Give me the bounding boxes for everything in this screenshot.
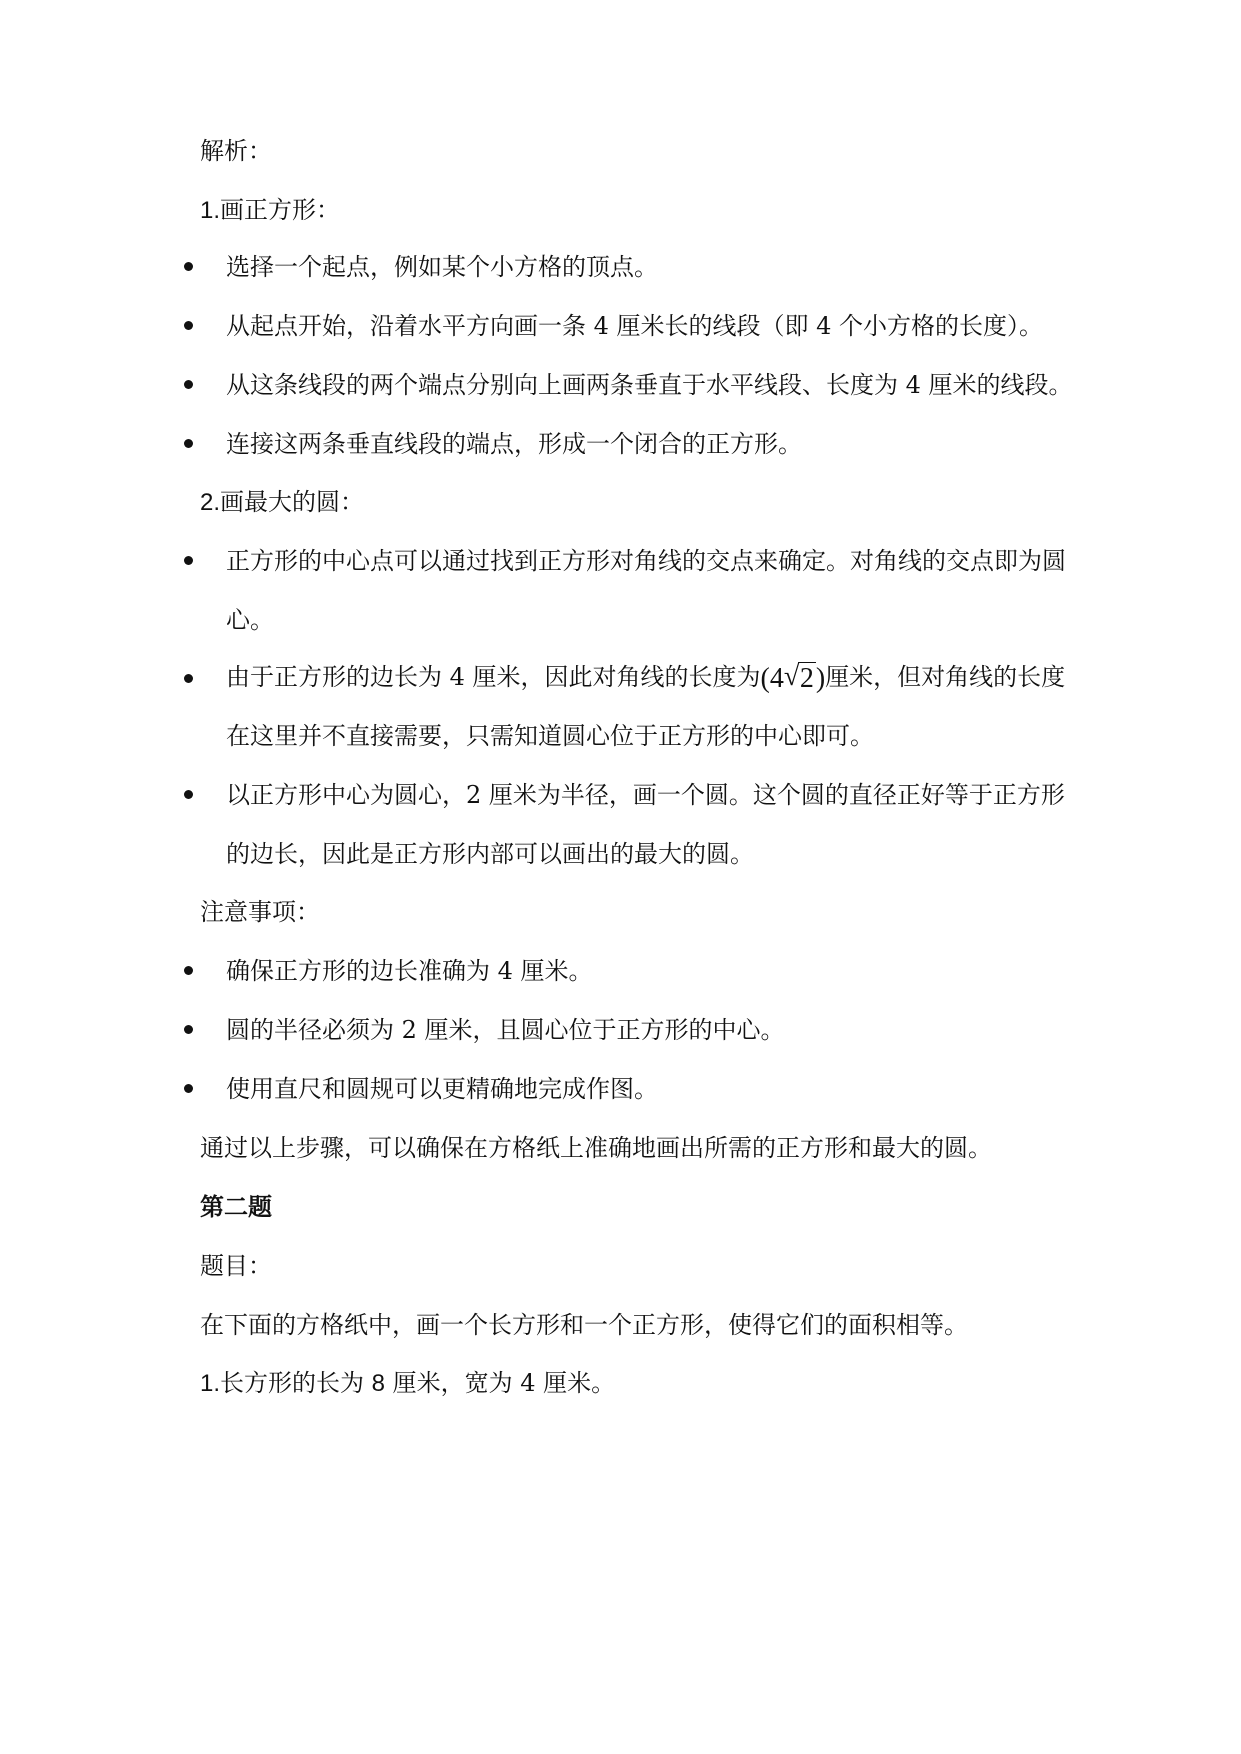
step2-bullet-3-line1: 以正方形中心为圆心，2 厘米为半径，画一个圆。这个圆的直径正好等于正方形	[226, 781, 1065, 809]
item1-length: 8	[371, 1370, 386, 1397]
step2-title	[200, 485, 364, 520]
bullet-icon	[184, 262, 193, 271]
section2-title: 第二题	[200, 1192, 272, 1221]
bullet-icon	[184, 556, 193, 565]
step1-title-text: 画正方形：	[220, 196, 341, 224]
diagonal-formula	[761, 662, 826, 696]
step2-bullet-1-line1: 正方形的中心点可以通过找到正方形对角线的交点来确定。对角线的交点即为圆	[226, 547, 1066, 575]
diagonal-text-pre: 由于正方形的边长为 4 厘米，因此对角线的长度为	[226, 663, 761, 691]
step1-bullet-2: 从起点开始，沿着水平方向画一条 4 厘米长的线段（即 4 个小方格的长度）。	[226, 312, 1044, 340]
radical-sign: √	[783, 661, 800, 692]
note-bullet-3: 使用直尺和圆规可以更精确地完成作图。	[226, 1075, 658, 1103]
question-item-1	[200, 1366, 615, 1401]
diagonal-text-post: 厘米，但对角线的长度	[825, 663, 1066, 691]
step2-bullet-2-line1	[226, 660, 1065, 696]
step2-bullet-3-line2: 的边长，因此是正方形内部可以画出的最大的圆。	[226, 840, 754, 868]
note-bullet-1: 确保正方形的边长准确为 4 厘米。	[226, 957, 593, 985]
step1-bullet-3: 从这条线段的两个端点分别向上画两条垂直于水平线段、长度为 4 厘米的线段。	[226, 371, 1073, 399]
step1-bullet-1: 选择一个起点，例如某个小方格的顶点。	[226, 253, 658, 281]
item1-number: 1.	[200, 1370, 221, 1397]
radicand: 2	[799, 663, 814, 694]
step2-number: 2.	[200, 489, 221, 516]
formula-open: (4	[760, 663, 784, 694]
bullet-icon	[184, 439, 193, 448]
prompt-label: 题目：	[200, 1252, 272, 1280]
item1-text-post: 厘米，宽为 4 厘米。	[385, 1369, 616, 1397]
bullet-icon	[184, 790, 193, 799]
bullet-icon	[184, 966, 193, 975]
step1-number: 1.	[200, 197, 221, 224]
bullet-icon	[184, 380, 193, 389]
bullet-icon	[184, 321, 193, 330]
bullet-icon	[184, 1025, 193, 1034]
item1-text-pre: 长方形的长为	[220, 1369, 372, 1397]
prompt-text: 在下面的方格纸中，画一个长方形和一个正方形，使得它们的面积相等。	[200, 1311, 968, 1339]
analysis-heading: 解析：	[200, 137, 272, 165]
conclusion-text: 通过以上步骤，可以确保在方格纸上准确地画出所需的正方形和最大的圆。	[200, 1134, 992, 1162]
step1-title	[200, 193, 340, 228]
step1-bullet-4: 连接这两条垂直线段的端点，形成一个闭合的正方形。	[226, 430, 802, 458]
note-bullet-2: 圆的半径必须为 2 厘米，且圆心位于正方形的中心。	[226, 1016, 785, 1044]
bullet-icon	[184, 674, 193, 683]
step2-title-text: 画最大的圆：	[220, 488, 365, 516]
bullet-icon	[184, 1084, 193, 1093]
sqrt-symbol	[784, 662, 816, 696]
step2-bullet-1-line2: 心。	[226, 606, 274, 634]
notes-heading: 注意事项：	[200, 898, 320, 926]
formula-close: )	[815, 663, 826, 694]
step2-bullet-2-line2: 在这里并不直接需要，只需知道圆心位于正方形的中心即可。	[226, 722, 874, 750]
